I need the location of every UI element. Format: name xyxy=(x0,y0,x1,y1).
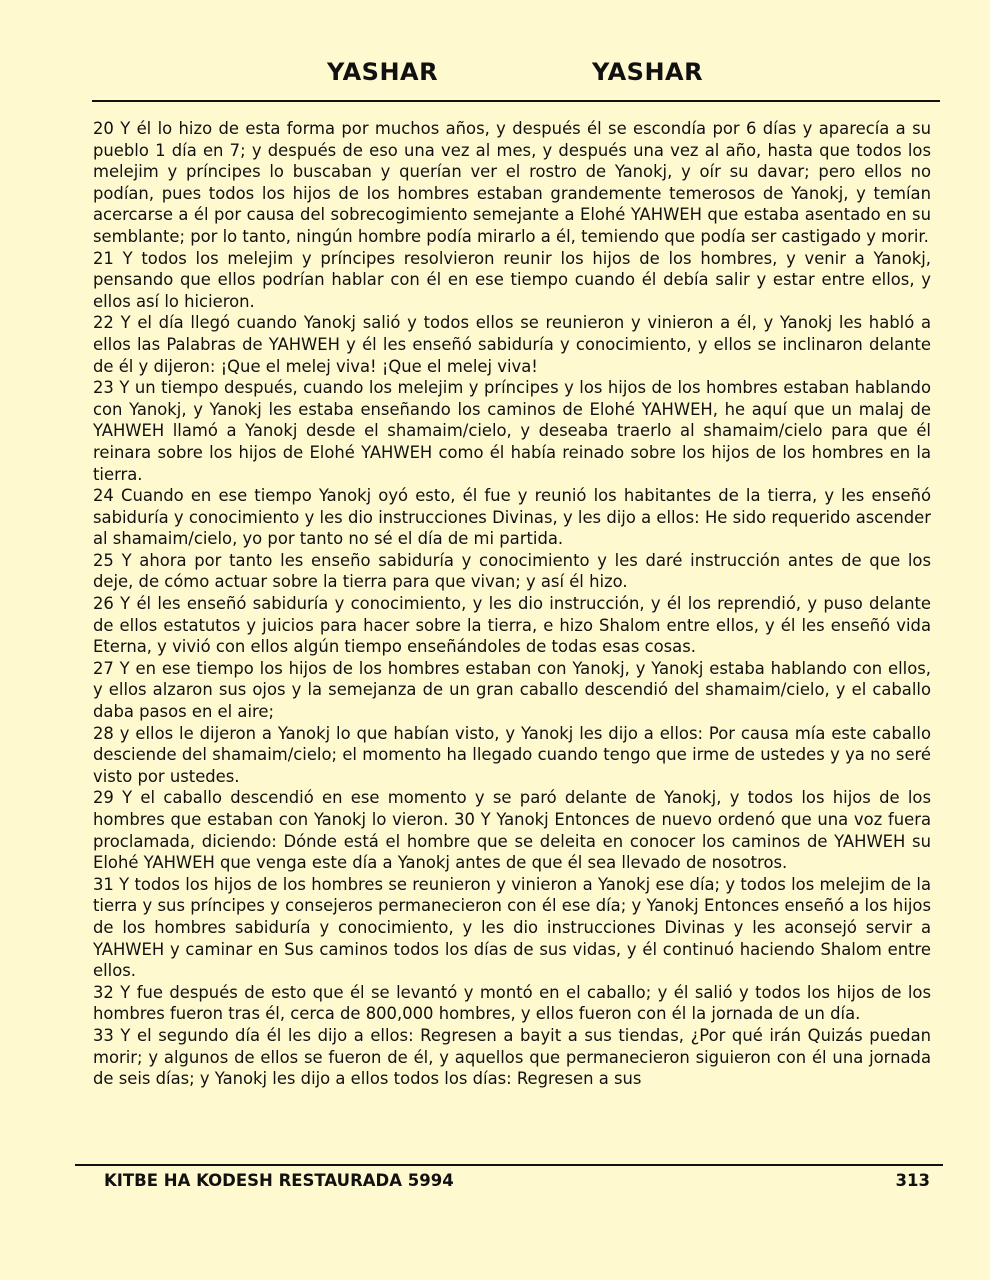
verse-paragraph: 23 Y un tiempo después, cuando los melejim y príncipes y los hijos de los hombres estaban hablando con Yanokj, y Yanokj les estaba enseñando los caminos de Elohé YAHWEH, he aquí que un malaj de YAHWEH llamó a Yanokj desde el shamaim/cielo, y deseaba traerlo al shamaim/cielo para que él reinara sobre los hijos de Elohé YAHWEH como él había reinado sobre los hijos de los hombres en la tierra. xyxy=(93,378,931,484)
verse-paragraph: 22 Y el día llegó cuando Yanokj salió y todos ellos se reunieron y vinieron a él, y Yanokj les habló a ellos las Palabras de YAHWEH y él les enseñó sabiduría y conocimiento, y ellos se inclinaron delante de él y dijeron: ¡Que el melej viva! ¡Que el melej viva! xyxy=(93,313,931,376)
footer-page-number: 313 xyxy=(895,1171,930,1190)
footer-divider xyxy=(75,1164,943,1166)
verse-paragraph: 21 Y todos los melejim y príncipes resolvieron reunir los hijos de los hombres, y venir a Yanokj, pensando que ellos podrían hablar con él en ese tiempo cuando él debía salir y estar entre ellos, y ellos así lo hicieron. xyxy=(93,248,931,311)
verse-paragraph: 25 Y ahora por tanto les enseño sabiduría y conocimiento y les daré instrucción antes de que los deje, de cómo actuar sobre la tierra para que vivan; y así él hizo. xyxy=(93,550,931,592)
body-text xyxy=(93,118,931,1158)
verse-paragraph: 24 Cuando en ese tiempo Yanokj oyó esto, él fue y reunió los habitantes de la tierra, y les enseñó sabiduría y conocimiento y les dio instrucciones Divinas, y les dijo a ellos: He sido requerido ascender al shamaim/cielo, yo por tanto no sé el día de mi partida. xyxy=(93,486,931,549)
verse-paragraph: 27 Y en ese tiempo los hijos de los hombres estaban con Yanokj, y Yanokj estaba hablando con ellos, y ellos alzaron sus ojos y la semejanza de un gran caballo descendió del shamaim/cielo, y el caballo daba pasos en el aire; xyxy=(93,658,931,722)
page-header xyxy=(0,58,990,92)
verse-paragraph: 32 Y fue después de esto que él se levantó y montó en el caballo; y él salió y todos los hijos de los hombres fueron tras él, cerca de 800,000 hombres, y ellos fueron con él la jornada de un día. xyxy=(93,982,931,1024)
header-divider xyxy=(92,100,940,102)
verse-paragraph: 26 Y él les enseñó sabiduría y conocimiento, y les dio instrucción, y él los reprendió, y puso delante de ellos estatutos y juicios para hacer sobre la tierra, e hizo Shalom entre ellos, y él les enseñó vida Eterna, y vivió con ellos algún tiempo enseñándoles de todas esas cosas. xyxy=(93,594,931,657)
verse-paragraph: 29 Y el caballo descendió en ese momento y se paró delante de Yanokj, y todos los hijos de los hombres que estaban con Yanokj lo vieron. 30 Y Yanokj Entonces de nuevo ordenó que una voz fuera proclamada, diciendo: Dónde está el hombre que se deleita en conocer los caminos de YAHWEH su Elohé YAHWEH que venga este día a Yanokj antes de que él sea llevado de nosotros. xyxy=(93,788,931,873)
verse-paragraph: 20 Y él lo hizo de esta forma por muchos años, y después él se escondía por 6 días y aparecía a su pueblo 1 día en 7; y después de eso una vez al mes, y después una vez al año, hasta que todos los melejim y príncipes lo buscaban y querían ver el rostro de Yanokj, y oír su davar; pero ellos no podían, pues todos los hijos de los hombres estaban grandemente temerosos de Yanokj, y temían acercarse a él por causa del sobrecogimiento semejante a Elohé YAHWEH que estaba asentado en su semblante; por lo tanto, ningún hombre podía mirarlo a él, temiendo que podía ser castigado y morir. xyxy=(93,119,931,246)
footer-book-title: KITBE HA KODESH RESTAURADA 5994 xyxy=(104,1171,454,1190)
header-title-right: YASHAR xyxy=(592,58,704,86)
verse-paragraph: 31 Y todos los hijos de los hombres se reunieron y vinieron a Yanokj ese día; y todos los melejim de la tierra y sus príncipes y consejeros permanecieron con él ese día; y Yanokj Entonces enseñó a los hijos de los hombres sabiduría y conocimiento, y les dio instrucciones Divinas y les aconsejó servir a YAHWEH y caminar en Sus caminos todos los días de sus vidas, y él continuó haciendo Shalom entre ellos. xyxy=(93,874,931,981)
verse-paragraph: 33 Y el segundo día él les dijo a ellos: Regresen a bayit a sus tiendas, ¿Por qué irán Quizás puedan morir; y algunos de ellos se fueron de él, y aquellos que permanecieron siguieron con él una jornada de seis días; y Yanokj les dijo a ellos todos los días: Regresen a sus xyxy=(93,1025,931,1089)
header-title-left: YASHAR xyxy=(327,58,439,86)
verse-paragraph: 28 y ellos le dijeron a Yanokj lo que habían visto, y Yanokj les dijo a ellos: Por causa mía este caballo desciende del shamaim/cielo; el momento ha llegado cuando tengo que irme de ustedes y ya no seré visto por ustedes. xyxy=(93,723,931,786)
